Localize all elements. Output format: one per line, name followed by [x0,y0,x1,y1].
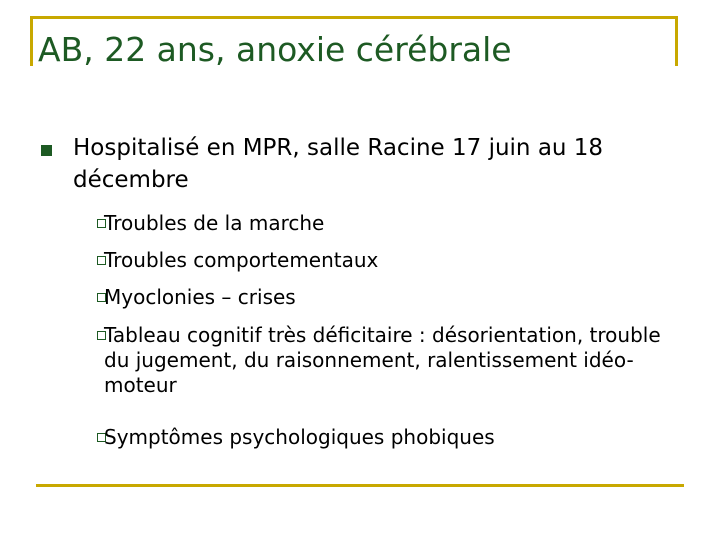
sub-bullet-text: Troubles comportementaux [104,248,379,272]
sub-bullet-text: Tableau cognitif très déficitaire : désorientation, trouble du jugement, du raisonnement, ralentissement idéo-moteur [104,323,661,397]
bottom-rule-line [36,484,684,487]
sub-bullet-item [104,323,689,398]
sub-bullet-item [104,285,694,310]
title-frame-left-line [30,16,33,66]
sub-bullet-text: Myoclonies – crises [104,285,296,309]
title-frame-right-line [675,16,678,66]
slide-title: AB, 22 ans, anoxie cérébrale [38,30,512,69]
square-bullet-icon [41,145,52,156]
sub-bullet-text: Troubles de la marche [104,211,325,235]
main-bullet-text: Hospitalisé en MPR, salle Racine 17 juin au 18 décembre [73,135,604,193]
sub-bullet-item [104,425,694,450]
sub-bullet-item [104,211,694,236]
sub-bullet-text: Symptômes psychologiques phobiques [104,425,495,449]
sub-bullet-item [104,248,694,273]
title-frame-top-line [30,16,678,19]
